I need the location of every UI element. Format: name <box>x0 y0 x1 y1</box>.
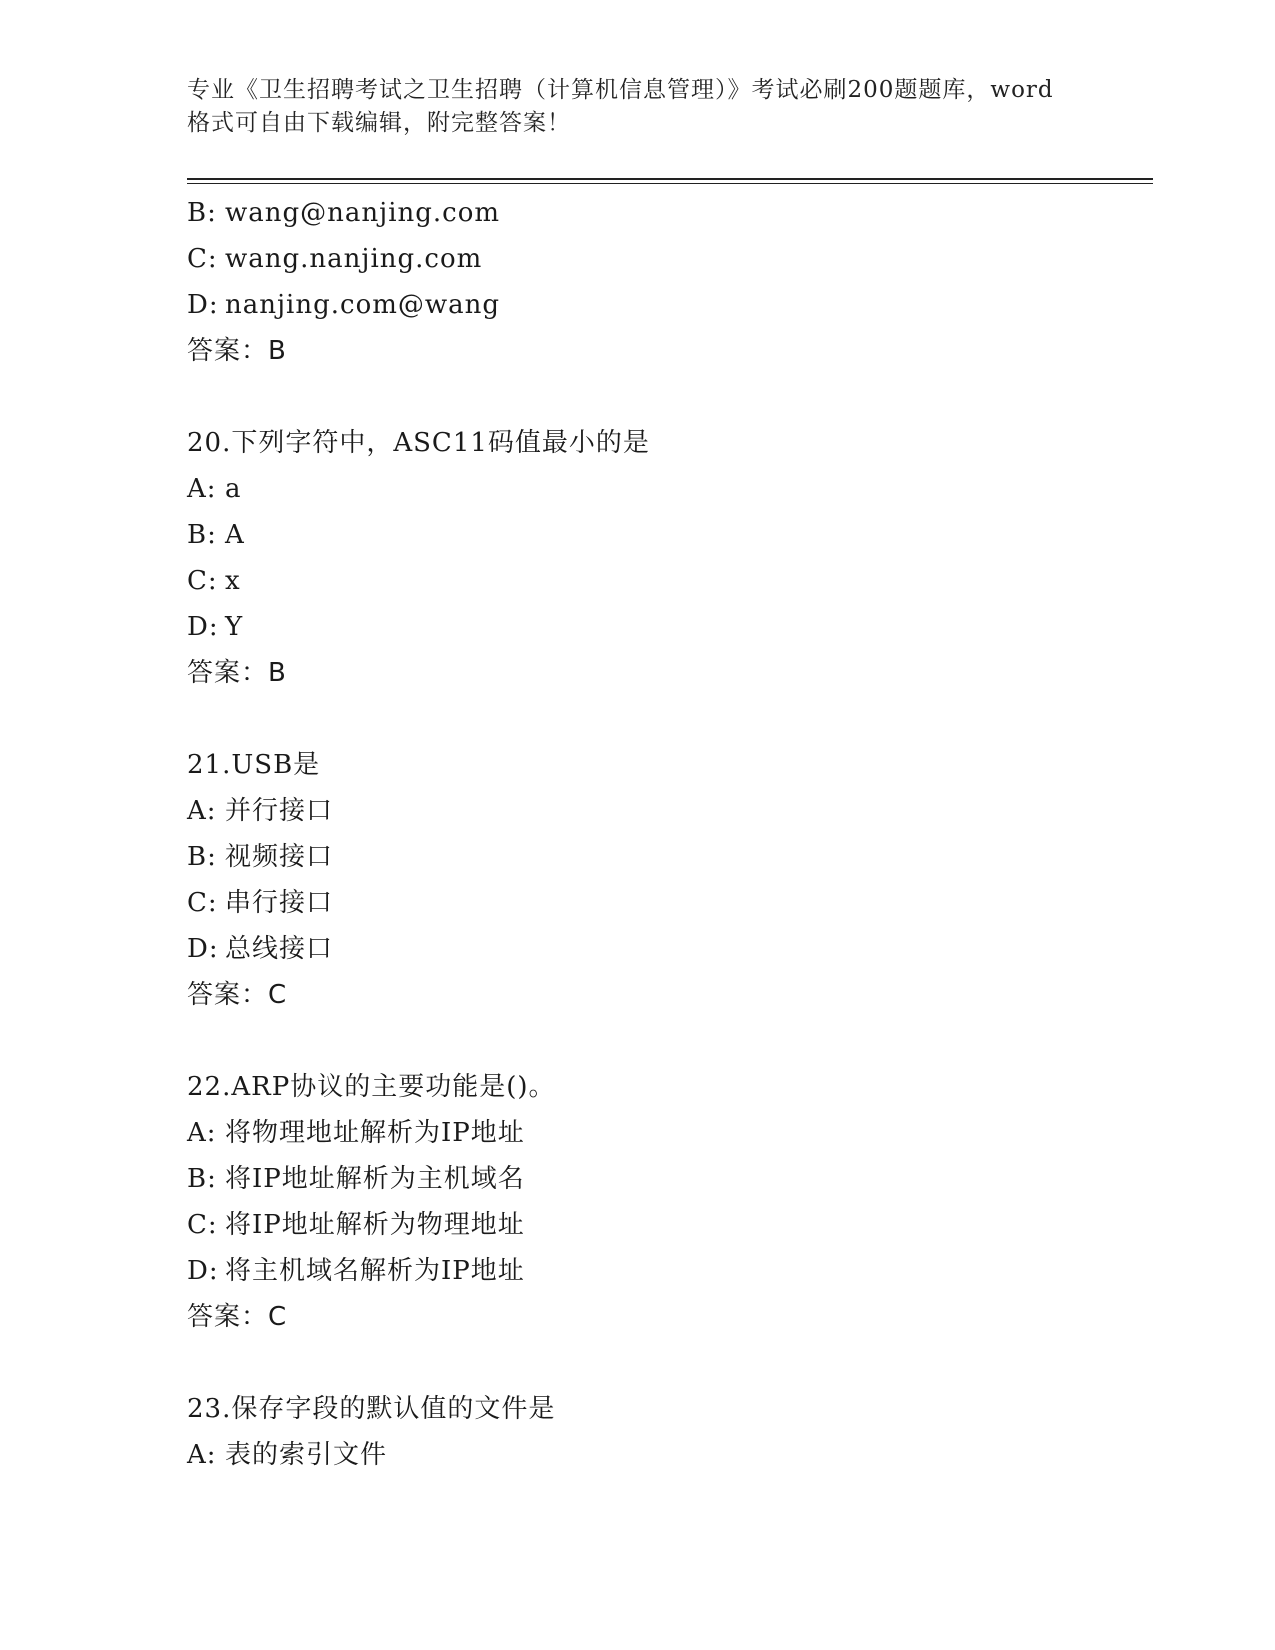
option-text: 将IP地址解析为物理地址 <box>225 1210 525 1240</box>
option-letter: C: <box>187 566 218 596</box>
option-a <box>187 1110 1147 1156</box>
option-d <box>187 926 1147 972</box>
question-block-19 <box>187 190 1147 374</box>
question-block-23 <box>187 1386 1147 1478</box>
answer-line: 答案：B <box>187 336 287 366</box>
question-text: 22.ARP协议的主要功能是()。 <box>187 1072 556 1102</box>
answer-line: 答案：B <box>187 658 287 688</box>
option-letter: D: <box>187 934 219 964</box>
option-letter: D: <box>187 1256 219 1286</box>
question-text: 23.保存字段的默认值的文件是 <box>187 1394 556 1424</box>
option-c <box>187 236 1147 282</box>
option-letter: A: <box>187 474 217 504</box>
option-letter: A: <box>187 1118 217 1148</box>
spacer <box>187 696 1147 742</box>
option-text: wang.nanjing.com <box>225 244 483 274</box>
question-list <box>187 190 1147 1478</box>
option-text: 表的索引文件 <box>225 1440 388 1470</box>
option-d <box>187 604 1147 650</box>
option-b <box>187 834 1147 880</box>
option-c <box>187 880 1147 926</box>
spacer <box>187 1018 1147 1064</box>
option-text: A <box>225 520 245 550</box>
question-text: 21.USB是 <box>187 750 321 780</box>
option-text: 总线接口 <box>225 934 334 964</box>
option-c <box>187 1202 1147 1248</box>
document-header <box>187 74 1087 140</box>
option-text: x <box>225 566 241 596</box>
question-text: 20.下列字符中，ASC11码值最小的是 <box>187 428 650 458</box>
option-text: wang@nanjing.com <box>225 198 501 228</box>
option-b <box>187 190 1147 236</box>
option-letter: B: <box>187 842 217 872</box>
option-letter: B: <box>187 520 217 550</box>
option-letter: B: <box>187 198 217 228</box>
question-block-22 <box>187 1064 1147 1340</box>
answer-line: 答案：C <box>187 1302 288 1332</box>
option-b <box>187 1156 1147 1202</box>
option-text: 将IP地址解析为主机域名 <box>225 1164 525 1194</box>
option-letter: D: <box>187 612 219 642</box>
option-d <box>187 1248 1147 1294</box>
option-d <box>187 282 1147 328</box>
option-text: Y <box>225 612 244 642</box>
option-letter: C: <box>187 244 218 274</box>
header-divider-bottom <box>187 183 1153 184</box>
option-letter: A: <box>187 1440 217 1470</box>
option-b <box>187 512 1147 558</box>
option-a <box>187 788 1147 834</box>
option-text: 并行接口 <box>225 796 334 826</box>
header-line-2: 格式可自由下载编辑，附完整答案！ <box>187 110 571 136</box>
question-block-21 <box>187 742 1147 1018</box>
question-block-20 <box>187 420 1147 696</box>
option-text: a <box>225 474 242 504</box>
option-text: nanjing.com@wang <box>225 290 501 320</box>
option-text: 视频接口 <box>225 842 334 872</box>
spacer <box>187 1340 1147 1386</box>
option-text: 将主机域名解析为IP地址 <box>225 1256 525 1286</box>
spacer <box>187 374 1147 420</box>
option-letter: C: <box>187 1210 218 1240</box>
option-letter: B: <box>187 1164 217 1194</box>
answer-line: 答案：C <box>187 980 288 1010</box>
option-c <box>187 558 1147 604</box>
option-text: 串行接口 <box>225 888 334 918</box>
option-text: 将物理地址解析为IP地址 <box>225 1118 525 1148</box>
header-divider-top <box>187 178 1153 180</box>
option-letter: D: <box>187 290 219 320</box>
option-a <box>187 466 1147 512</box>
option-letter: A: <box>187 796 217 826</box>
option-letter: C: <box>187 888 218 918</box>
option-a <box>187 1432 1147 1478</box>
header-line-1: 专业《卫生招聘考试之卫生招聘（计算机信息管理）》考试必刷200题题库，word <box>187 77 1054 103</box>
